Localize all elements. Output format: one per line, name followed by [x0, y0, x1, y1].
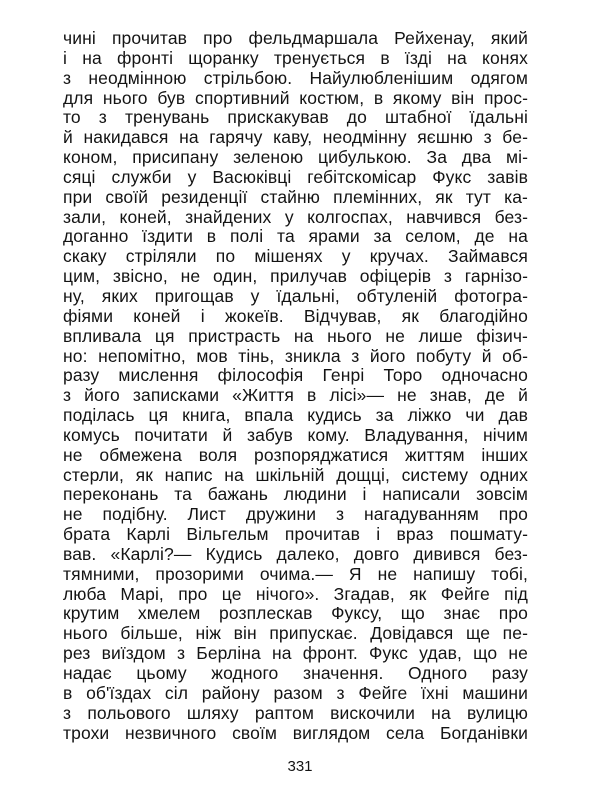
text-line: поділась ця книга, впала кудись за ліжко чи дав	[63, 406, 528, 426]
text-line: з його записками «Життя в лісі»— не знав, де й	[63, 386, 528, 406]
text-line: впливала ця пристрасть на нього не лише фізич-	[63, 326, 528, 346]
text-line: фіями коней і жокеїв. Відчував, як благодійно	[63, 306, 528, 326]
text-line: вав. «Карлі?— Кудись далеко, довго дивився без-	[63, 544, 528, 564]
text-line: крутим хмелем розплескав Фуксу, що знає про	[63, 604, 528, 624]
text-line: не обмежена воля розпоряджатися життям інших	[63, 445, 528, 465]
body-text	[63, 29, 528, 743]
text-line: нього більше, ніж він припускає. Довідався ще пе-	[63, 624, 528, 644]
text-line: і на фронті щоранку тренується в їзді на конях	[63, 48, 528, 68]
text-line: люба Марі, про це нічого». Згадав, як Фейге під	[63, 584, 528, 604]
text-line: рез виїздом з Берліна на фронт. Фукс удав, що не	[63, 644, 528, 664]
text-line: з неодмінною стрільбою. Найулюбленішим одягом	[63, 68, 528, 88]
text-line: для нього був спортивний костюм, в якому він прос-	[63, 88, 528, 108]
text-line: коном, присипану зеленою цибулькою. За два мі-	[63, 148, 528, 168]
text-line: цим, звісно, не один, прилучав офіцерів з гарнізо-	[63, 267, 528, 287]
text-line: не подібну. Лист дружини з нагадуванням про	[63, 505, 528, 525]
page-number: 331	[287, 758, 313, 775]
text-line: скаку стріляли по мішенях у кручах. Займався	[63, 247, 528, 267]
text-line: комусь почитати й забув кому. Владування, нічим	[63, 425, 528, 445]
text-line: при своїй резиденції стайню племінних, як тут ка-	[63, 187, 528, 207]
text-line: сяці служби у Васюківці гебітскомісар Фукс завів	[63, 167, 528, 187]
text-line: в об'їздах сіл району разом з Фейге їхні машини	[63, 683, 528, 703]
text-line: надає цьому жодного значення. Одного разу	[63, 664, 528, 683]
text-line: чині прочитав про фельдмаршала Рейхенау, який	[63, 29, 528, 48]
text-line: ну, яких пригощав у їдальні, обтуленій фотогра-	[63, 286, 528, 306]
text-line: брата Карлі Вільгельм прочитав і враз пошмату-	[63, 525, 528, 545]
text-line: но: непомітно, мов тінь, зникла з його побуту й об-	[63, 346, 528, 366]
text-line: й накидався на гарячу каву, неодмінну яєшню з бе-	[63, 128, 528, 148]
text-line: доганно їздити в полі та ярами за селом, де на	[63, 227, 528, 247]
text-line: разу мислення філософія Генрі Торо одночасно	[63, 366, 528, 386]
text-line: то з тренувань прискакував до штабної їдальні	[63, 108, 528, 128]
text-line: трохи незвичного своїм виглядом села Богданівки	[63, 723, 528, 743]
text-line: з польового шляху раптом вискочили на вулицю	[63, 703, 528, 723]
text-line: тямними, прозорими очима.— Я не напишу тобі,	[63, 564, 528, 584]
text-line: зали, коней, знайдених у колгоспах, навчився без-	[63, 207, 528, 227]
text-line: переконань та бажань людини і написали зовсім	[63, 485, 528, 505]
text-line: стерли, як напис на шкільній дощці, систему одних	[63, 465, 528, 485]
